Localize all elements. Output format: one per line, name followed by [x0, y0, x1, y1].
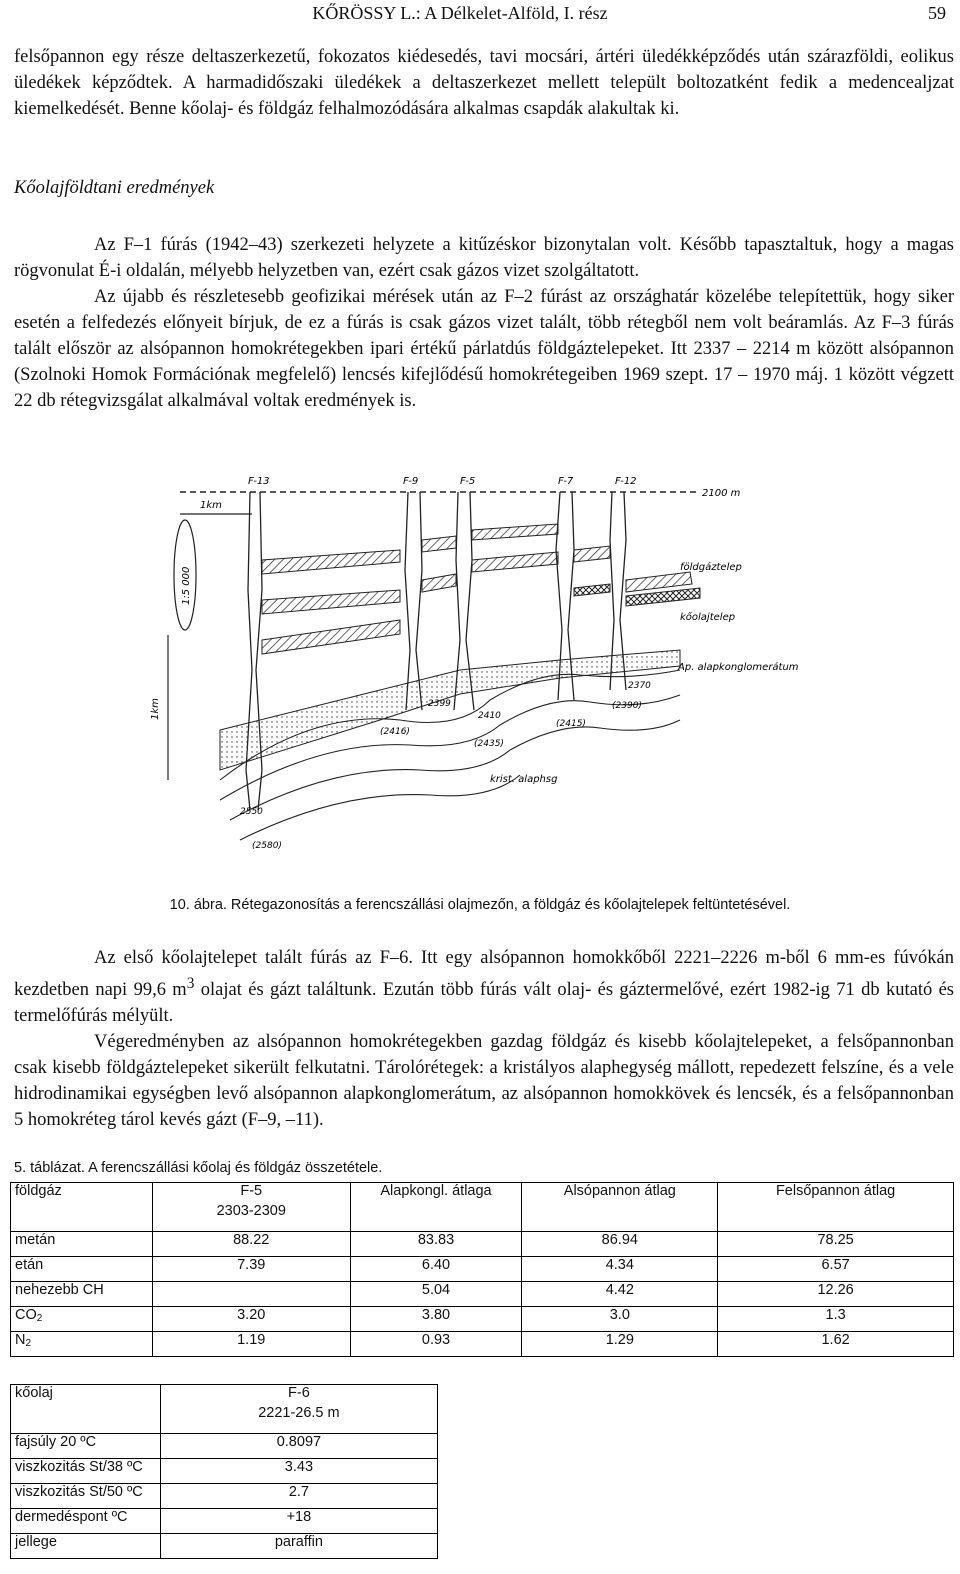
- table-row: [11, 1307, 954, 1332]
- header-cell: kőolaj: [11, 1385, 161, 1434]
- paragraph-f6-start: Az első kőolajtelepet talált fúrás az F–6. Itt egy alsópannon homokkőből 2221–2226 m-ből 6 mm-es fúvókán kezdetben napi 99,6 m: [14, 948, 954, 1001]
- lower-paragraphs: [14, 945, 954, 1133]
- row-label: viszkozitás St/38 ºC: [11, 1459, 161, 1484]
- table-row: [11, 1232, 954, 1257]
- row-label-text: CO: [15, 1307, 37, 1323]
- label-basement: krist. alaphsg: [490, 774, 558, 785]
- well-label-f13: F-13: [248, 476, 270, 487]
- scale-ratio: 1:5 000: [181, 566, 192, 605]
- depth-labels: [240, 681, 651, 851]
- depth-2370: 2370: [628, 681, 651, 691]
- row-label: dermedéspont ºC: [11, 1509, 161, 1534]
- depth-2399: 2399: [428, 699, 451, 709]
- depth-2416: (2416): [380, 727, 410, 737]
- header-cell: [152, 1183, 350, 1232]
- table-cell: +18: [160, 1509, 437, 1534]
- table-cell: 12.26: [718, 1282, 954, 1307]
- table-cell: 1.62: [718, 1332, 954, 1357]
- table-cell: 4.42: [522, 1282, 718, 1307]
- datum-label: 2100 m: [702, 488, 741, 499]
- page-number: 59: [928, 3, 946, 23]
- oil-properties-table: [10, 1384, 438, 1559]
- row-label-subscript: 2: [25, 1338, 32, 1349]
- sand-layers: [262, 524, 692, 654]
- row-label: [11, 1332, 153, 1357]
- table-cell: 3.43: [160, 1459, 437, 1484]
- paragraph-result: Végeredményben az alsópannon homokrétegekben gazdag földgáz és kisebb kőolajtelepeket, a felsőpannonban csak kisebb földgáztelepeket sikerült felkutatni. Tárolórétegek: a kristályos alaphegység mállott, repedezett felszíne, és a vele hidrodinamikai egységben levő alsópannon alapkonglomerátum, az alsópannon homokkövek és lencsék, és a felsőpannonban 5 homokréteg tárol kevés gázt (F–9, –11).: [14, 1032, 954, 1131]
- header-sublabel: 2221-26.5 m: [258, 1405, 340, 1421]
- header-cell: Alsópannon átlag: [522, 1183, 718, 1232]
- table-cell: 0.93: [350, 1332, 522, 1357]
- header-label: F-6: [288, 1385, 310, 1401]
- depth-2550: 2550: [240, 807, 263, 817]
- running-title: KŐRÖSSY L.: A Délkelet-Alföld, I. rész: [312, 3, 608, 23]
- label-conglomerate: Ap. alapkonglomerátum: [678, 662, 799, 673]
- header-label: földgáz: [15, 1183, 62, 1199]
- well-label-f9: F-9: [403, 476, 419, 487]
- table-row: [11, 1282, 954, 1307]
- table-cell: 78.25: [718, 1232, 954, 1257]
- cross-section-figure: [150, 470, 840, 900]
- table-cell: 1.19: [152, 1332, 350, 1357]
- row-label: etán: [11, 1257, 153, 1282]
- table-row: [11, 1534, 438, 1559]
- superscript-3: 3: [186, 975, 195, 992]
- table-cell: 83.83: [350, 1232, 522, 1257]
- table-cell: 4.34: [522, 1257, 718, 1282]
- table-header-row: [11, 1183, 954, 1232]
- table-cell: 5.04: [350, 1282, 522, 1307]
- table-cell: 3.80: [350, 1307, 522, 1332]
- table-cell: 0.8097: [160, 1434, 437, 1459]
- table-cell: 86.94: [522, 1232, 718, 1257]
- well-label-f5: F-5: [460, 476, 476, 487]
- well-label-f7: F-7: [558, 476, 574, 487]
- header-label: F-5: [240, 1183, 263, 1199]
- header-cell: Alapkongl. átlaga: [350, 1183, 522, 1232]
- table-row: [11, 1484, 438, 1509]
- row-label-text: N: [15, 1332, 26, 1348]
- table-row: [11, 1509, 438, 1534]
- header-cell: [11, 1183, 153, 1232]
- row-label: nehezebb CH: [11, 1282, 153, 1307]
- paragraph-f6-end: olajat és gázt találtunk. Ezután több fúrás vált olaj- és gáztermelővé, ezért 1982-ig 71 db kutató és termelőfúrás mélyült.: [14, 980, 954, 1027]
- table-cell: [152, 1282, 350, 1307]
- scale-h-label: 1km: [200, 500, 222, 511]
- scale-v-label: 1km: [150, 698, 161, 720]
- table-cell: 3.20: [152, 1307, 350, 1332]
- row-label: viszkozitás St/50 ºC: [11, 1484, 161, 1509]
- table-cell: 1.3: [718, 1307, 954, 1332]
- row-label-subscript: 2: [36, 1313, 43, 1324]
- table-cell: 3.0: [522, 1307, 718, 1332]
- row-label: [11, 1307, 153, 1332]
- paragraph-f6: [14, 945, 954, 1029]
- table-cell: 88.22: [152, 1232, 350, 1257]
- table-row: [11, 1459, 438, 1484]
- table-row: [11, 1332, 954, 1357]
- table-cell: paraffin: [160, 1534, 437, 1559]
- paragraph-f2-f3: Az újabb és részletesebb geofizikai mérések után az F–2 fúrást az országhatár közelébe telepítettük, hogy siker esetén a felfedezés előnyeit bírjuk, de ez a fúrás is csak gázos vizet talált, több rétegből nem volt beáramlás. Az F–3 fúrás talált először az alsópannon homokrétegekben ipari értékű párlatdús földgáztelepeket. Itt 2337 – 2214 m között alsópannon (Szolnoki Homok Formációnak megfelelő) lencsés kifejlődésű homokrétegeiben 1969 szept. 17 – 1970 máj. 1 között végzett 22 db rétegvizsgálat alkalmával voltak eredmények is.: [14, 287, 954, 411]
- row-label: metán: [11, 1232, 153, 1257]
- header-sublabel: 2303-2309: [216, 1203, 286, 1219]
- depth-2410: 2410: [478, 711, 501, 721]
- table-row: [11, 1434, 438, 1459]
- depth-2415: (2415): [556, 719, 586, 729]
- table-cell: 2.7: [160, 1484, 437, 1509]
- label-oil-field: kőolajtelep: [680, 612, 736, 623]
- row-label: fajsúly 20 ºC: [11, 1434, 161, 1459]
- basal-conglomerate: [220, 650, 680, 770]
- cross-section-drawing: [150, 470, 840, 900]
- well-label-f12: F-12: [615, 476, 637, 487]
- section-heading: Kőolajföldtani eredmények: [14, 178, 215, 198]
- intro-paragraph: [14, 44, 954, 122]
- label-gas-field: földgáztelep: [680, 562, 742, 573]
- depth-2435: (2435): [474, 739, 504, 749]
- body-paragraphs: [14, 232, 954, 414]
- depth-2390: (2390): [612, 701, 642, 711]
- table-cell: 1.29: [522, 1332, 718, 1357]
- gas-composition-table: [10, 1182, 954, 1357]
- header-cell: Felsőpannon átlag: [718, 1183, 954, 1232]
- figure-caption: 10. ábra. Rétegazonosítás a ferencszállási olajmezőn, a földgáz és kőolajtelepek feltüntetésével.: [169, 897, 791, 913]
- page-header: [14, 3, 946, 25]
- table-header-row: [11, 1385, 438, 1434]
- table-caption: 5. táblázat. A ferencszállási kőolaj és földgáz összetétele.: [14, 1160, 383, 1176]
- table-cell: 7.39: [152, 1257, 350, 1282]
- header-cell: [160, 1385, 437, 1434]
- table-row: [11, 1257, 954, 1282]
- paragraph-f1: Az F–1 fúrás (1942–43) szerkezeti helyzete a kitűzéskor bizonytalan volt. Később tapasztaltuk, hogy a magas rögvonulat É-i oldalán, mélyebb helyzetben van, ezért csak gázos vizet szolgáltatott.: [14, 235, 954, 281]
- row-label: jellege: [11, 1534, 161, 1559]
- depth-2580: (2580): [252, 841, 282, 851]
- table-cell: 6.57: [718, 1257, 954, 1282]
- table-cell: 6.40: [350, 1257, 522, 1282]
- intro-text: felsőpannon egy része deltaszerkezetű, fokozatos kiédesedés, tavi mocsári, ártéri üledékképződés után szárazföldi, eolikus üledékek képződtek. A harmadidőszaki üledékek a deltaszerkezet mellett települt boltozatként fedik a medencealjzat kiemelkedését. Benne kőolaj- és földgáz felhalmozódására alkalmas csapdák alakultak ki.: [14, 47, 954, 119]
